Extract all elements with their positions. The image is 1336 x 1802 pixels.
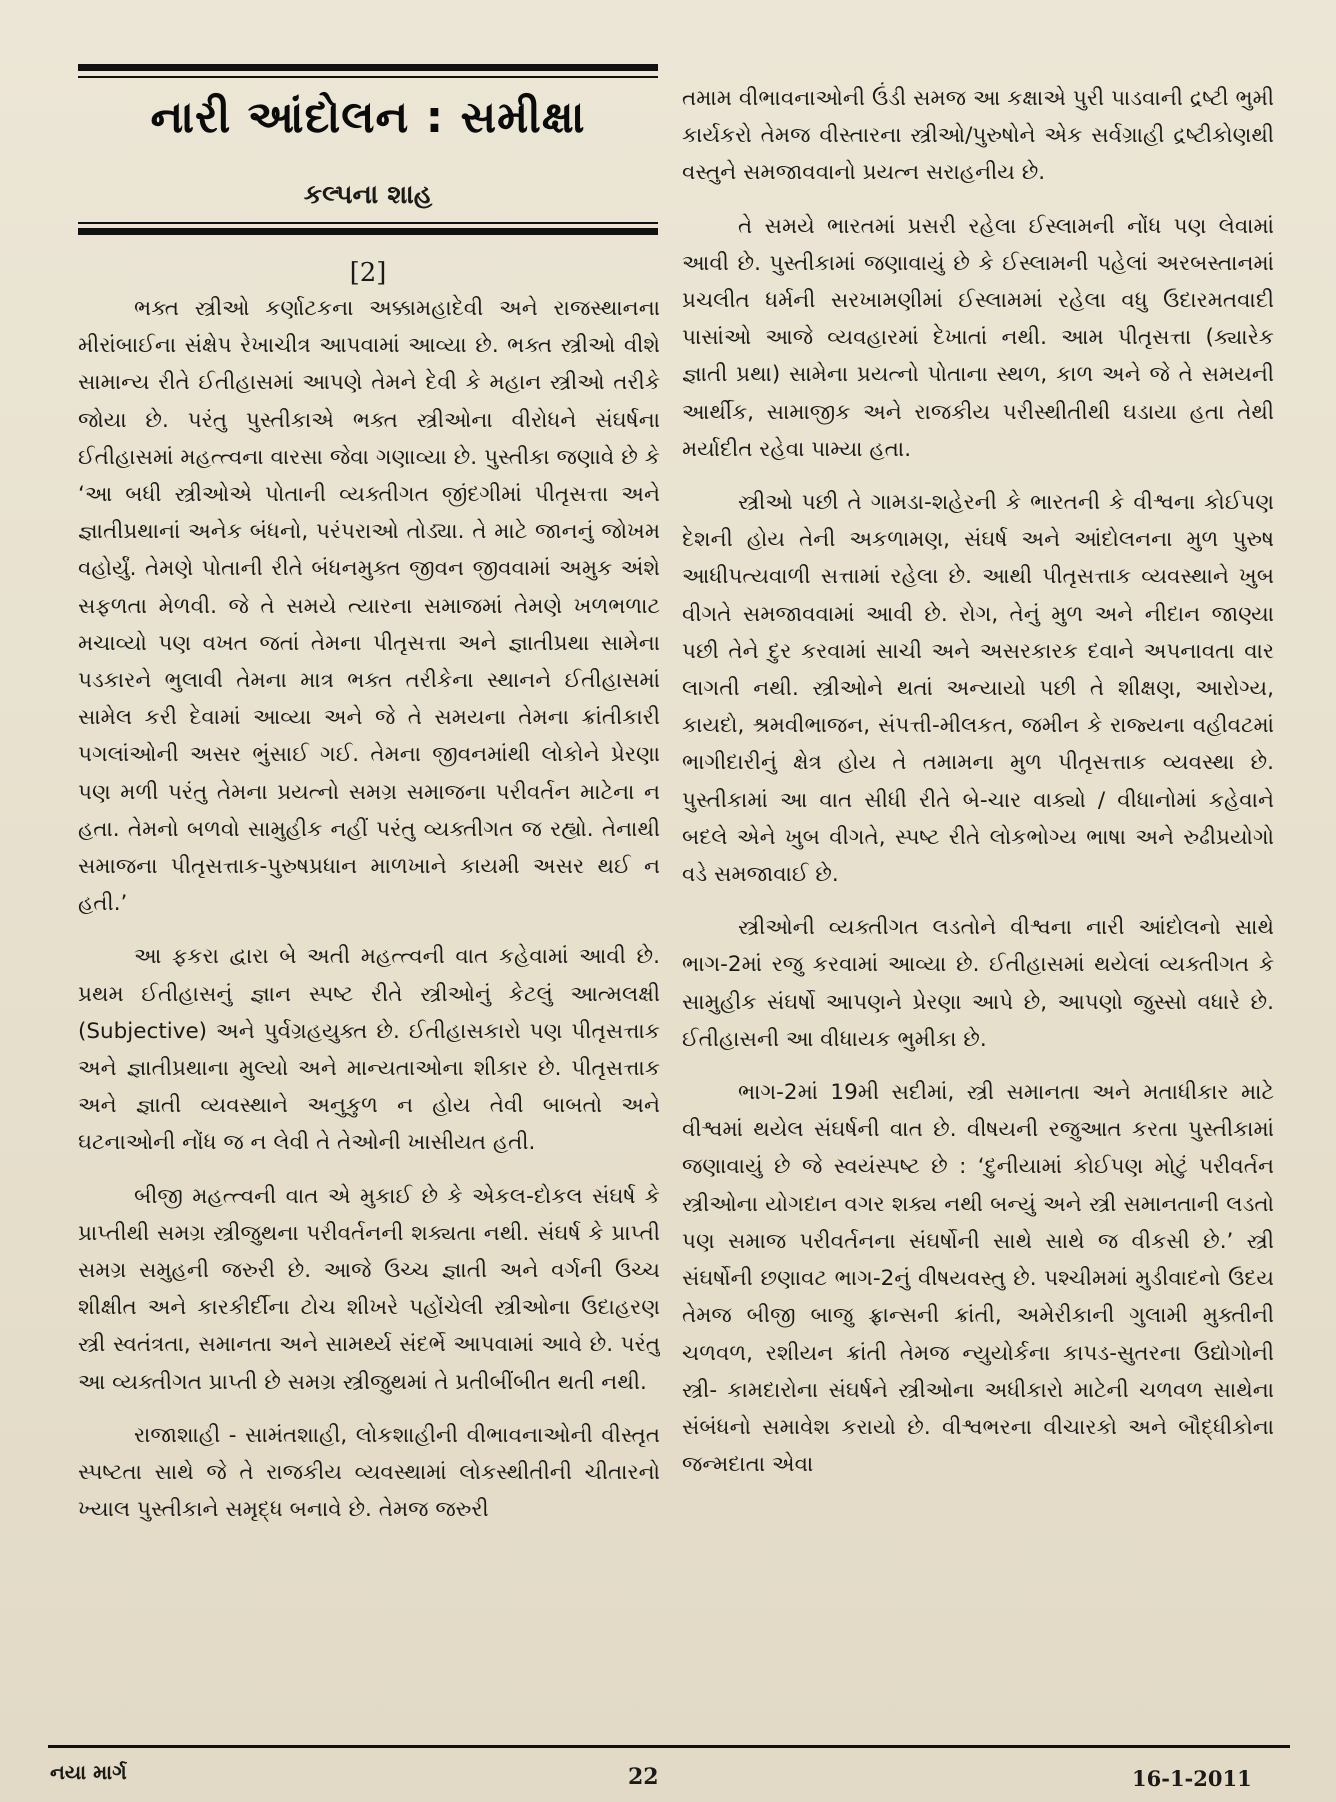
paragraph: બીજી મહત્ત્વની વાત એ મુકાઈ છે કે એકલ-દોકલ સંઘર્ષ કે પ્રાપ્તીથી સમગ્ર સ્ત્રીજુથના પરીવર્તનની શક્યતા નથી. સંઘર્ષ કે પ્રાપ્તી સમગ્ર સમુહની જરુરી છે. આજે ઉચ્ચ જ્ઞાતી અને વર્ગની ઉચ્ચ શીક્ષીત અને કારકીર્દીના ટોચ શીખરે પહોંચેલી સ્ત્રીઓના ઉદાહરણ સ્ત્રી સ્વતંત્રતા, સમાનતા અને સામર્થ્ય સંદર્ભે આપવામાં આવે છે. પરંતુ આ વ્યક્તીગત પ્રાપ્તી છે સમગ્ર સ્ત્રીજુથમાં તે પ્રતીબીંબીત થતી નથી. xyxy=(78,1183,660,1395)
paragraph: ભક્ત સ્ત્રીઓ કર્ણાટકના અક્કામહાદેવી અને રાજસ્થાનના મીરાંબાઈના સંક્ષેપ રેખાચીત્ર આપવામાં આવ્યા છે. ભક્ત સ્ત્રીઓ વીશે સામાન્ય રીતે ઈતીહાસમાં આપણે તેમને દેવી કે મહાન સ્ત્રીઓ તરીકે જોયા છે. પરંતુ પુસ્તીકાએ ભક્ત સ્ત્રીઓના વીરોધને સંઘર્ષના ઈતીહાસમાં મહત્ત્વના વારસા જેવા ગણાવ્યા છે. પુસ્તીકા જણાવે છે કે ‘આ બધી સ્ત્રીઓએ પોતાની વ્યક્તીગત જીંદગીમાં પીતૃસત્તા અને જ્ઞાતીપ્રથાનાં અનેક બંધનો, પરંપરાઓ તોડ્યા. તે માટે જાનનું જોખમ વહોર્યું. તેમણે પોતાની રીતે બંધનમુક્ત જીવન જીવવામાં અમુક અંશે સફળતા મેળવી. જે તે સમયે ત્યારના સમાજમાં તેમણે ખળભળાટ મચાવ્યો પણ વખત જતાં તેમના પીતૃસત્તા અને જ્ઞાતીપ્રથા સામેના પડકારને ભુલાવી તેમના માત્ર ભક્ત તરીકેના સ્થાનને ઈતીહાસમાં સામેલ કરી દેવામાં આવ્યા અને જે તે સમયના તેમના ક્રાંતીકારી પગલાંઓની અસર ભુંસાઈ ગઈ. તેમના જીવનમાંથી લોકોને પ્રેરણા પણ મળી પરંતુ તેમના પ્રયત્નો સમગ્ર સમાજના પરીવર્તન માટેના ન હતા. તેમનો બળવો સામુહીક નહીં પરંતુ વ્યક્તીગત જ રહ્યો. તેનાથી સમાજના પીતૃસત્તાક-પુરુષપ્રધાન માળખાને કાયમી અસર થઈ ન હતી.’ xyxy=(78,296,660,917)
title-bottom-thin-rule xyxy=(78,222,658,224)
paragraph: ભાગ-2માં 19મી સદીમાં, સ્ત્રી સમાનતા અને મતાધીકાર માટે વીશ્વમાં થયેલ સંઘર્ષની વાત છે. વીષયની રજુઆત કરતા પુસ્તીકામાં જણાવાયું છે જે સ્વયંસ્પષ્ટ છે : ‘દુનીયામાં કોઈપણ મોટું પરીવર્તન સ્ત્રીઓના યોગદાન વગર શક્ય નથી બન્યું અને સ્ત્રી સમાનતાની લડતો પણ સમાજ પરીવર્તનના સંઘર્ષોની સાથે સાથે જ વીકસી છે.’ સ્ત્રી સંઘર્ષોની છણાવટ ભાગ-2નું વીષયવસ્તુ છે. પશ્ચીમમાં મુડીવાદનો ઉદય તેમજ બીજી બાજુ ફ્રાન્સની ક્રાંતી, અમેરીકાની ગુલામી મુક્તીની ચળવળ, રશીયન ક્રાંતી તેમજ ન્યુયોર્કના કાપડ-સુતરના ઉદ્યોગોની સ્ત્રી- કામદારોના સંઘર્ષને સ્ત્રીઓના અધીકારો માટેની ચળવળ સાથેના સંબંધનો સમાવેશ કરાયો છે. વીશ્વભરના વીચારકો અને બૌદ્ધીકોના જન્મદાતા એવા xyxy=(682,1080,1274,1478)
paragraph: તમામ વીભાવનાઓની ઉંડી સમજ આ કક્ષાએ પુરી પાડવાની દ્રષ્ટી ભુમી કાર્યકરો તેમજ વીસ્તારના સ્ત્રીઓ/પુરુષોને એક સર્વગ્રાહી દ્રષ્ટીકોણથી વસ્તુને સમજાવવાનો પ્રયત્ન સરાહનીય છે. xyxy=(682,86,1274,186)
article-author: કલ્પના શાહ xyxy=(303,180,433,210)
title-top-rule xyxy=(78,64,658,71)
right-column xyxy=(682,80,1274,1735)
footer-rule xyxy=(48,1745,1290,1748)
issue-date: 16-1-2011 xyxy=(1132,1766,1252,1791)
title-bottom-rule xyxy=(78,228,658,235)
article-title: નારી આંદોલન : સમીક્ષા xyxy=(150,92,586,143)
paragraph: સ્ત્રીઓની વ્યક્તીગત લડતોને વીશ્વના નારી આંદોલનો સાથે ભાગ-2માં રજુ કરવામાં આવ્યા છે. ઈતીહાસમાં થયેલાં વ્યક્તીગત કે સામુહીક સંઘર્ષો આપણને પ્રેરણા આપે છે, આપણો જુસ્સો વધારે છે. ઈતીહાસની આ વીધાયક ભુમીકા છે. xyxy=(682,915,1274,1052)
paragraph: તે સમયે ભારતમાં પ્રસરી રહેલા ઈસ્લામની નોંધ પણ લેવામાં આવી છે. પુસ્તીકામાં જણાવાયું છે કે ઈસ્લામની પહેલાં અરબસ્તાનમાં પ્રચલીત ધર્મની સરખામણીમાં ઈસ્લામમાં રહેલા વધુ ઉદારમતવાદી પાસાંઓ આજે વ્યવહારમાં દેખાતાં નથી. આમ પીતૃસત્તા (ક્યારેક જ્ઞાતી પ્રથા) સામેના પ્રયત્નો પોતાના સ્થળ, કાળ અને જે તે સમયની આર્થીક, સામાજીક અને રાજકીય પરીસ્થીતીથી ઘડાયા હતા તેથી મર્યાદીત રહેવા પામ્યા હતા. xyxy=(682,213,1274,462)
part-number: [2] xyxy=(349,258,387,288)
paragraph: આ ફકરા દ્વારા બે અતી મહત્ત્વની વાત કહેવામાં આવી છે. પ્રથમ ઈતીહાસનું જ્ઞાન સ્પષ્ટ રીતે સ્ત્રીઓનું કેટલું આત્મલક્ષી (Subjective) અને પુર્વગ્રહયુક્ત છે. ઈતીહાસકારો પણ પીતૃસત્તાક અને જ્ઞાતીપ્રથાના મુલ્યો અને માન્યતાઓના શીકાર છે. પીતૃસત્તાક અને જ્ઞાતી વ્યવસ્થાને અનુકુળ ન હોય તેવી બાબતો અને ઘટનાઓની નોંધ જ ન લેવી તે તેઓની ખાસીયત હતી. xyxy=(78,944,660,1156)
paragraph: સ્ત્રીઓ પછી તે ગામડા-શહેરની કે ભારતની કે વીશ્વના કોઈપણ દેશની હોય તેની અકળામણ, સંઘર્ષ અને આંદોલનના મુળ પુરુષ આધીપત્યવાળી સત્તામાં રહેલા છે. આથી પીતૃસત્તાક વ્યવસ્થાને ખુબ વીગતે સમજાવવામાં આવી છે. રોગ, તેનું મુળ અને નીદાન જાણ્યા પછી તેને દુર કરવામાં સાચી અને અસરકારક દવાને અપનાવતા વાર લાગતી નથી. સ્ત્રીઓને થતાં અન્યાયો પછી તે શીક્ષણ, આરોગ્ય, કાયદો, શ્રમવીભાજન, સંપત્તી-મીલકત, જમીન કે રાજ્યના વહીવટમાં ભાગીદારીનું ક્ષેત્ર હોય તે તમામના મુળ પીતૃસત્તાક વ્યવસ્થા છે. પુસ્તીકામાં આ વાત સીધી રીતે બે-ચાર વાક્યો / વીધાનોમાં કહેવાને બદલે એને ખુબ વીગતે, સ્પષ્ટ રીતે લોકભોગ્ય ભાષા અને રુઢીપ્રયોગો વડે સમજાવાઈ છે. xyxy=(682,490,1274,888)
paragraph: રાજાશાહી - સામંતશાહી, લોકશાહીની વીભાવનાઓની વીસ્તૃત સ્પષ્ટતા સાથે જે તે રાજકીય વ્યવસ્થામાં લોકસ્થીતીની ચીતારનો ખ્યાલ પુસ્તીકાને સમૃદ્ધ બનાવે છે. તેમજ જરુરી xyxy=(78,1422,660,1523)
magazine-name: નયા માર્ગ xyxy=(50,1760,127,1784)
title-top-thin-rule xyxy=(78,76,658,78)
page-number: 22 xyxy=(628,1764,659,1790)
left-column xyxy=(78,290,660,1730)
